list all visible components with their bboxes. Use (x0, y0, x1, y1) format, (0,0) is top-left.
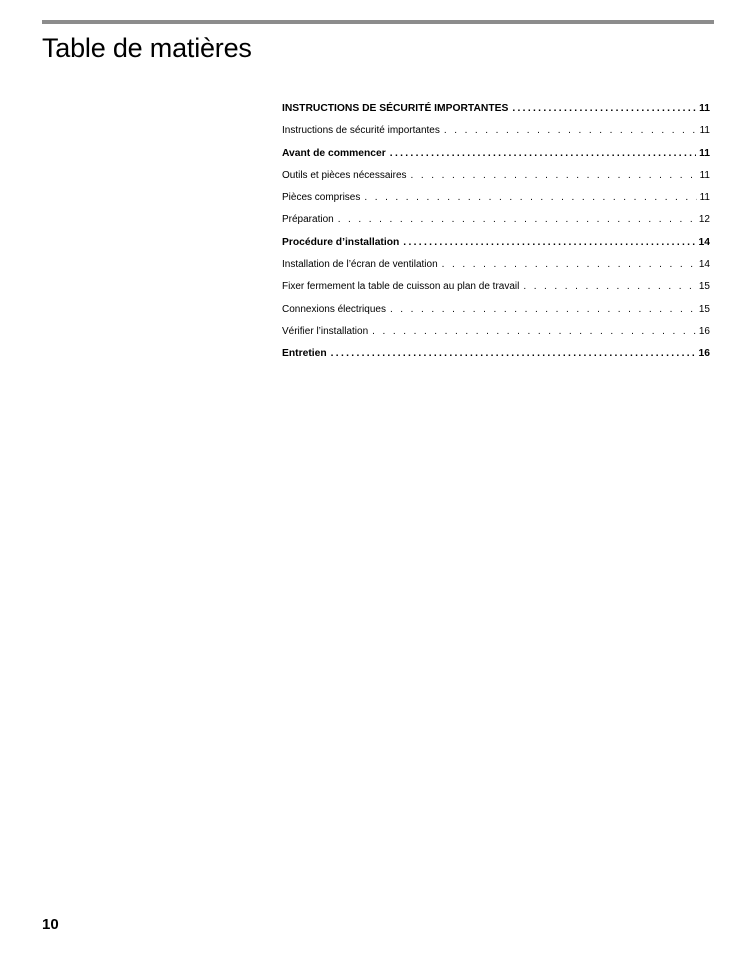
toc-entry[interactable] (282, 325, 710, 347)
toc-entry-label: Fixer fermement la table de cuisson au plan de travail (282, 281, 520, 293)
toc-dot-leader (338, 213, 696, 227)
toc-dot-leader (403, 236, 695, 250)
toc-entry-label: Instructions de sécurité importantes (282, 125, 440, 137)
toc-entry-label: Entretien (282, 348, 327, 360)
toc-entry[interactable] (282, 236, 710, 258)
toc-dot-leader (411, 169, 697, 183)
toc-entry-page: 16 (698, 325, 710, 337)
toc-entry-label: Connexions électriques (282, 303, 386, 315)
toc-dot-leader (331, 347, 696, 361)
toc-entry[interactable] (282, 303, 710, 325)
toc-entry-label: Avant de commencer (282, 147, 386, 159)
toc-entry-label: Pièces comprises (282, 192, 361, 204)
toc-dot-leader (523, 280, 696, 294)
toc-entry-page: 11 (699, 147, 710, 159)
top-rule (42, 20, 714, 24)
toc-dot-leader (390, 147, 696, 161)
toc-entry[interactable] (282, 347, 710, 369)
toc-entry-page: 11 (699, 125, 710, 137)
toc-entry-page: 11 (699, 103, 710, 114)
toc-entry-label: INSTRUCTIONS DE SÉCURITÉ IMPORTANTES (282, 103, 509, 114)
toc-entry[interactable] (282, 280, 710, 302)
toc-entry-page: 11 (699, 192, 710, 204)
toc-dot-leader (442, 258, 696, 272)
toc-dot-leader (390, 303, 696, 317)
table-of-contents (282, 102, 710, 370)
toc-entry-label: Procédure d’installation (282, 236, 400, 248)
toc-entry-label: Installation de l’écran de ventilation (282, 259, 438, 271)
toc-entry-page: 11 (699, 169, 710, 181)
toc-entry[interactable] (282, 213, 710, 235)
toc-dot-leader (372, 325, 696, 339)
toc-entry-page: 15 (698, 303, 710, 315)
toc-entry[interactable] (282, 102, 710, 124)
toc-dot-leader (364, 191, 696, 205)
toc-dot-leader (444, 124, 697, 138)
toc-entry-label: Préparation (282, 214, 334, 226)
toc-entry[interactable] (282, 169, 710, 191)
toc-entry-label: Vérifier l’installation (282, 325, 369, 337)
toc-entry-page: 15 (698, 281, 710, 293)
page-number: 10 (42, 916, 59, 933)
toc-entry-page: 12 (698, 214, 710, 226)
toc-entry-page: 16 (698, 348, 710, 360)
toc-entry[interactable] (282, 191, 710, 213)
toc-entry[interactable] (282, 258, 710, 280)
toc-dot-leader (512, 102, 696, 116)
toc-entry-page: 14 (698, 236, 710, 248)
toc-entry[interactable] (282, 124, 710, 146)
toc-entry-page: 14 (698, 259, 710, 271)
toc-entry[interactable] (282, 147, 710, 169)
toc-entry-label: Outils et pièces nécessaires (282, 169, 407, 181)
page-title: Table de matières (42, 33, 252, 63)
